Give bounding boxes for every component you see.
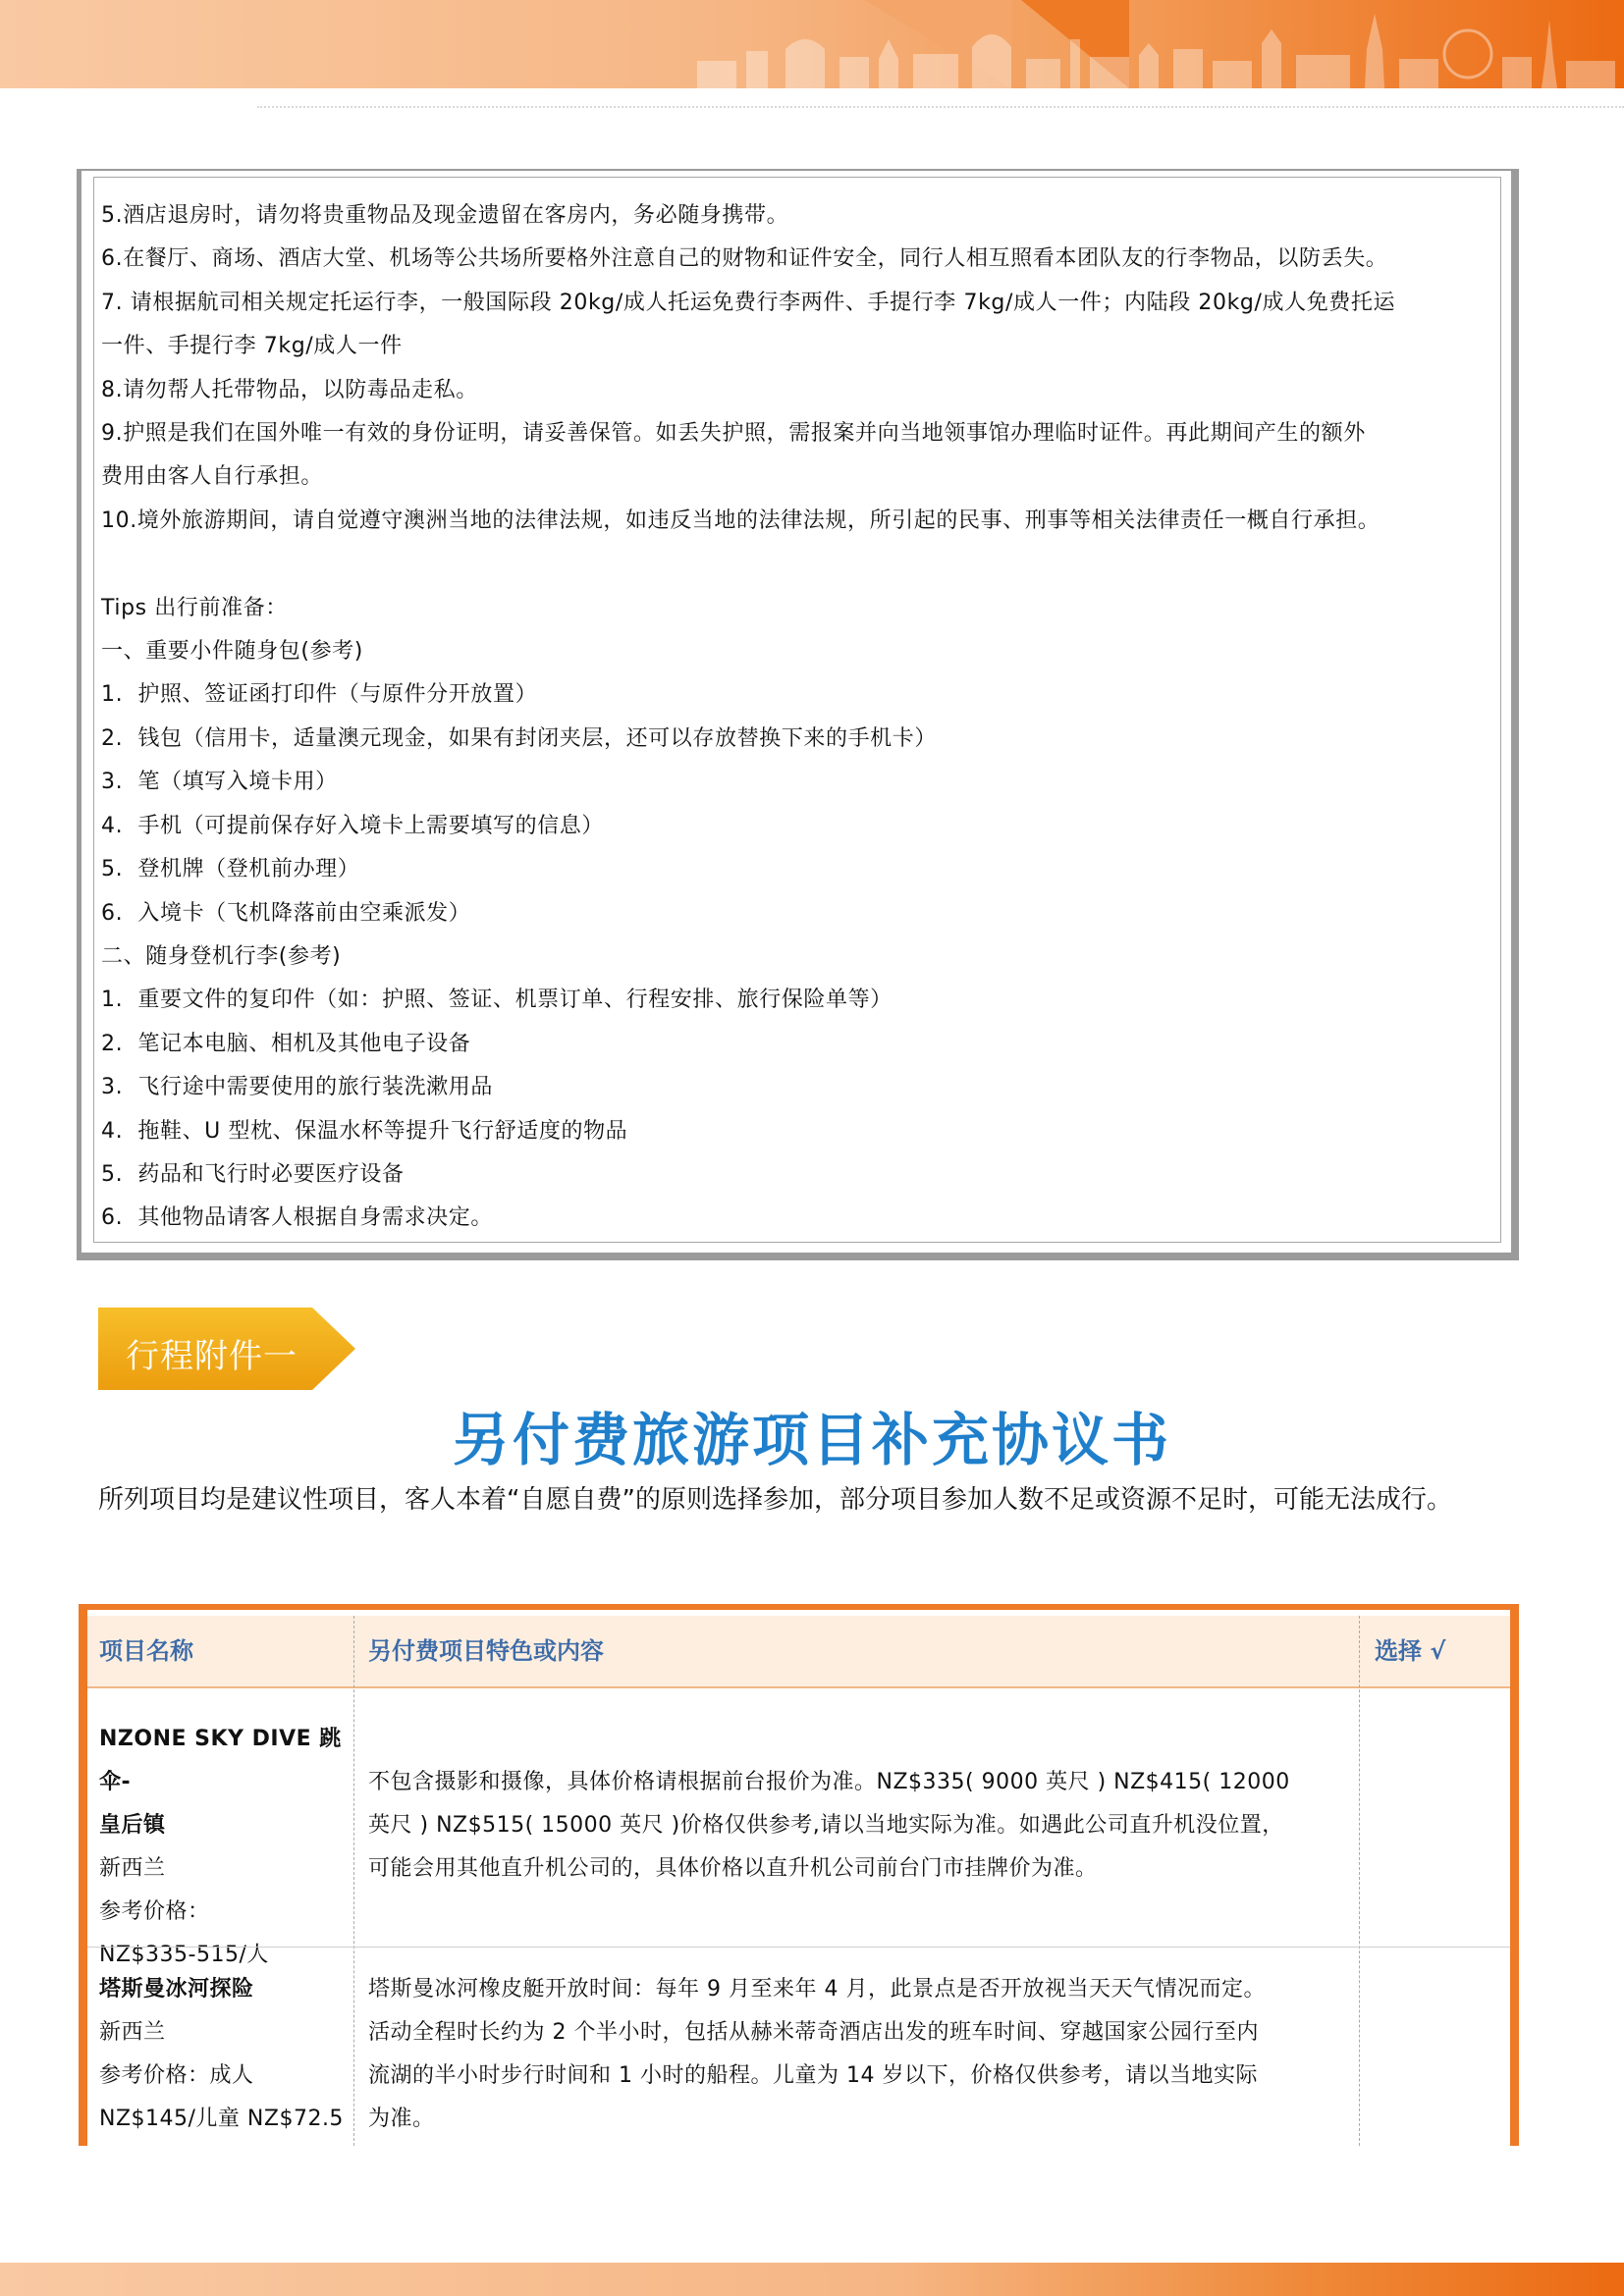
content-line: 为准。 <box>368 2107 435 2131</box>
header-banner <box>0 0 1624 88</box>
row1-content-cell <box>368 1761 1350 1891</box>
notice-line: 5. 登机牌（登机前办理） <box>101 857 360 882</box>
footer-band <box>0 2263 1624 2296</box>
page-title: 另付费旅游项目补充协议书 <box>452 1407 1171 1473</box>
column-divider <box>353 1616 354 2146</box>
content-line: 活动全程时长约为 2 个半小时，包括从赫米蒂奇酒店出发的班车时间、穿越国家公园行至内 <box>368 2020 1259 2045</box>
table-header-row <box>87 1616 1510 1688</box>
header-divider <box>257 106 1624 108</box>
content-line: 可能会用其他直升机公司的，具体价格以直升机公司前台门市挂牌价为准。 <box>368 1856 1098 1881</box>
project-name: 皇后镇 <box>99 1813 166 1838</box>
row2-content-cell <box>368 1968 1350 2141</box>
notice-line: 10.境外旅游期间，请自觉遵守澳洲当地的法律法规，如违反当地的法律法规，所引起的民事、刑事等相关法律责任一概自行承担。 <box>101 507 1380 533</box>
notice-line: 5.酒店退房时，请勿将贵重物品及现金遗留在客房内，务必随身携带。 <box>101 203 789 228</box>
project-name: 塔斯曼冰河探险 <box>99 1977 254 2002</box>
project-name: NZONE SKY DIVE 跳伞- <box>99 1727 342 1794</box>
notice-line: 5. 药品和飞行时必要医疗设备 <box>101 1161 405 1187</box>
section-tab-label: 行程附件一 <box>126 1337 298 1376</box>
notice-line: 9.护照是我们在国外唯一有效的身份证明，请妥善保管。如丢失护照，需报案并向当地领事馆办理临时证件。再此期间产生的额外 <box>101 421 1366 447</box>
project-price: NZ$335-515/人 <box>99 1943 269 1967</box>
content-line: 英尺 ) NZ$515( 15000 英尺 )价格仅供参考,请以当地实际为准。如遇此公司直升机没位置， <box>368 1813 1284 1838</box>
project-region: 新西兰 <box>99 2020 166 2045</box>
project-price-label: 参考价格：成人 <box>99 2063 254 2088</box>
project-price-label: 参考价格： <box>99 1899 210 1924</box>
notice-line: 7. 请根据航司相关规定托运行李，一般国际段 20kg/成人托运免费行李两件、手提行李 7kg/成人一件；内陆段 20kg/成人免费托运 <box>101 290 1396 315</box>
city-skyline-illustration <box>677 0 1624 88</box>
notice-line: 2. 笔记本电脑、相机及其他电子设备 <box>101 1031 471 1056</box>
notice-line <box>101 543 1495 586</box>
content-line: 流湖的半小时步行时间和 1 小时的船程。儿童为 14 岁以下，价格仅供参考，请以当地实际 <box>368 2063 1258 2088</box>
project-region: 新西兰 <box>99 1856 166 1881</box>
row2-name-cell <box>99 1968 350 2141</box>
content-line: 不包含摄影和摄像，具体价格请根据前台报价为准。NZ$335( 9000 英尺 ) NZ$415( 12000 <box>368 1770 1290 1794</box>
content-line: 塔斯曼冰河橡皮艇开放时间：每年 9 月至来年 4 月，此景点是否开放视当天天气情况而定。 <box>368 1977 1266 2002</box>
notice-line: 4. 手机（可提前保存好入境卡上需要填写的信息） <box>101 813 604 838</box>
notice-line: 一件、手提行李 7kg/成人一件 <box>101 334 403 359</box>
optional-activities-table <box>79 1604 1519 2146</box>
notice-line: 费用由客人自行承担。 <box>101 464 324 490</box>
notice-line: 2. 钱包（信用卡，适量澳元现金，如果有封闭夹层，还可以存放替换下来的手机卡） <box>101 725 937 751</box>
notice-line: 6.在餐厅、商场、酒店大堂、机场等公共场所要格外注意自己的财物和证件安全，同行人相互照看本团队友的行李物品，以防丢失。 <box>101 246 1388 272</box>
row-separator <box>87 1947 1510 1948</box>
section-tab <box>98 1308 355 1390</box>
notice-line: 3. 飞行途中需要使用的旅行装洗漱用品 <box>101 1075 493 1100</box>
notice-line: Tips 出行前准备： <box>101 595 288 620</box>
column-divider <box>1359 1616 1360 2146</box>
project-price: NZ$145/儿童 NZ$72.5 <box>99 2107 344 2131</box>
header-project-content: 另付费项目特色或内容 <box>368 1637 604 1665</box>
intro-paragraph: 所列项目均是建议性项目，客人本着“自愿自费”的原则选择参加，部分项目参加人数不足或资源不足时，可能无法成行。 <box>98 1485 1452 1515</box>
notice-line: 6. 其他物品请客人根据自身需求决定。 <box>101 1205 493 1231</box>
travel-notice-box <box>77 169 1519 1260</box>
notice-line: 1. 护照、签证函打印件（与原件分开放置） <box>101 682 538 708</box>
notice-line: 一、重要小件随身包(参考) <box>101 639 363 665</box>
notice-line: 4. 拖鞋、U 型枕、保温水杯等提升飞行舒适度的物品 <box>101 1118 628 1144</box>
notice-line: 6. 入境卡（飞机降落前由空乘派发） <box>101 900 471 926</box>
notice-line: 二、随身登机行李(参考) <box>101 943 342 969</box>
notice-line: 3. 笔（填写入境卡用） <box>101 770 338 795</box>
row1-name-cell <box>99 1718 350 1977</box>
notice-text <box>101 194 1495 1241</box>
header-select: 选择 √ <box>1375 1637 1446 1665</box>
notice-line: 1. 重要文件的复印件（如：护照、签证、机票订单、行程安排、旅行保险单等） <box>101 988 893 1013</box>
header-project-name: 项目名称 <box>99 1637 193 1665</box>
notice-line: 8.请勿帮人托带物品，以防毒品走私。 <box>101 377 478 402</box>
